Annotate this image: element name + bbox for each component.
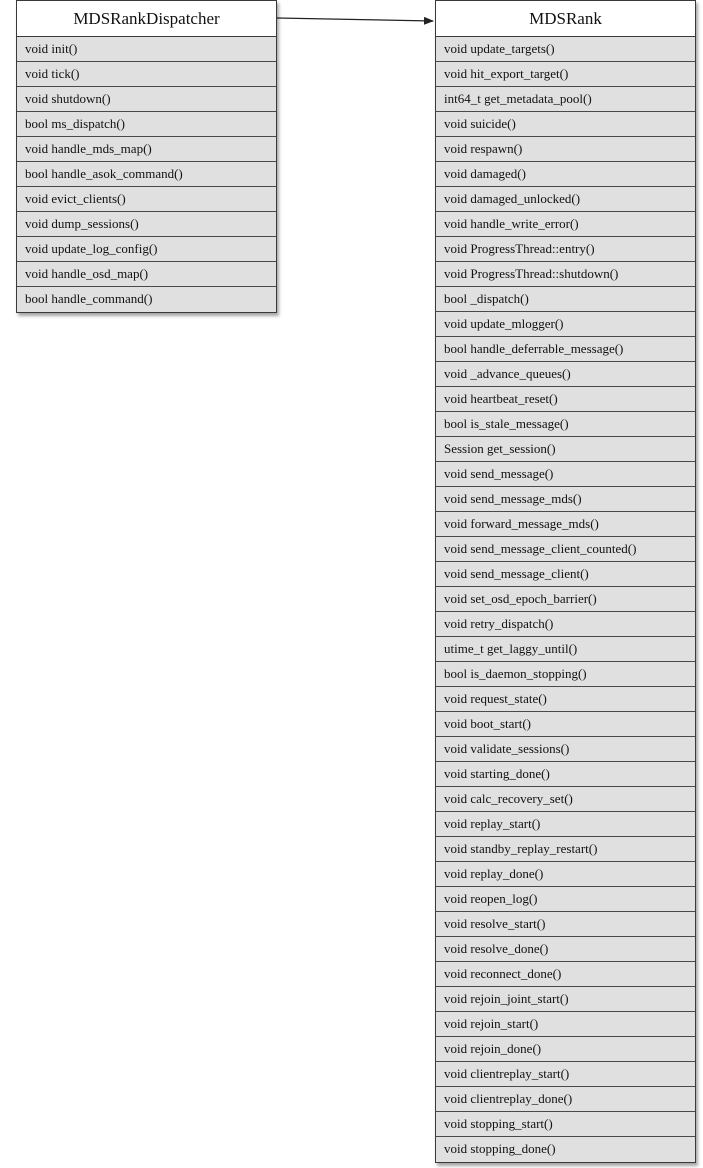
method-row: void calc_recovery_set() — [436, 787, 695, 812]
method-row: void ProgressThread::entry() — [436, 237, 695, 262]
method-row: bool handle_command() — [17, 287, 276, 312]
method-row: void heartbeat_reset() — [436, 387, 695, 412]
method-row: bool _dispatch() — [436, 287, 695, 312]
method-row: void tick() — [17, 62, 276, 87]
method-row: void send_message_client_counted() — [436, 537, 695, 562]
method-row: void rejoin_joint_start() — [436, 987, 695, 1012]
method-row: void resolve_start() — [436, 912, 695, 937]
method-row: Session get_session() — [436, 437, 695, 462]
method-row: void stopping_done() — [436, 1137, 695, 1162]
method-row: void respawn() — [436, 137, 695, 162]
method-row: void send_message_client() — [436, 562, 695, 587]
method-row: void update_log_config() — [17, 237, 276, 262]
method-row: void rejoin_start() — [436, 1012, 695, 1037]
method-row: void hit_export_target() — [436, 62, 695, 87]
method-row: void clientreplay_start() — [436, 1062, 695, 1087]
arrow-line — [277, 18, 433, 21]
method-row: void replay_done() — [436, 862, 695, 887]
method-row: bool is_stale_message() — [436, 412, 695, 437]
method-row: void suicide() — [436, 112, 695, 137]
method-row: void resolve_done() — [436, 937, 695, 962]
method-row: void ProgressThread::shutdown() — [436, 262, 695, 287]
method-row: void starting_done() — [436, 762, 695, 787]
method-row: void handle_osd_map() — [17, 262, 276, 287]
method-row: void update_targets() — [436, 37, 695, 62]
method-row: void replay_start() — [436, 812, 695, 837]
class-box-mdsrankdispatcher — [16, 0, 277, 313]
method-row: bool ms_dispatch() — [17, 112, 276, 137]
method-row: void damaged() — [436, 162, 695, 187]
method-row: void damaged_unlocked() — [436, 187, 695, 212]
method-row: void send_message_mds() — [436, 487, 695, 512]
method-row: void clientreplay_done() — [436, 1087, 695, 1112]
class-title-mdsrank: MDSRank — [436, 1, 695, 37]
method-row: void stopping_start() — [436, 1112, 695, 1137]
method-row: int64_t get_metadata_pool() — [436, 87, 695, 112]
method-row: void boot_start() — [436, 712, 695, 737]
method-row: void request_state() — [436, 687, 695, 712]
method-row: bool is_daemon_stopping() — [436, 662, 695, 687]
method-row: void standby_replay_restart() — [436, 837, 695, 862]
method-row: void shutdown() — [17, 87, 276, 112]
method-row: utime_t get_laggy_until() — [436, 637, 695, 662]
method-row: void evict_clients() — [17, 187, 276, 212]
method-row: void dump_sessions() — [17, 212, 276, 237]
method-row: void send_message() — [436, 462, 695, 487]
method-row: void init() — [17, 37, 276, 62]
method-list-mdsrank — [436, 37, 695, 1162]
class-box-mdsrank — [435, 0, 696, 1163]
method-row: void _advance_queues() — [436, 362, 695, 387]
method-row: bool handle_asok_command() — [17, 162, 276, 187]
method-row: void update_mlogger() — [436, 312, 695, 337]
method-row: void set_osd_epoch_barrier() — [436, 587, 695, 612]
method-row: void forward_message_mds() — [436, 512, 695, 537]
method-list-mdsrankdispatcher — [17, 37, 276, 312]
method-row: void rejoin_done() — [436, 1037, 695, 1062]
class-title-mdsrankdispatcher: MDSRankDispatcher — [17, 1, 276, 37]
method-row: void handle_mds_map() — [17, 137, 276, 162]
method-row: void reopen_log() — [436, 887, 695, 912]
method-row: void validate_sessions() — [436, 737, 695, 762]
method-row: void retry_dispatch() — [436, 612, 695, 637]
method-row: void handle_write_error() — [436, 212, 695, 237]
method-row: bool handle_deferrable_message() — [436, 337, 695, 362]
method-row: void reconnect_done() — [436, 962, 695, 987]
